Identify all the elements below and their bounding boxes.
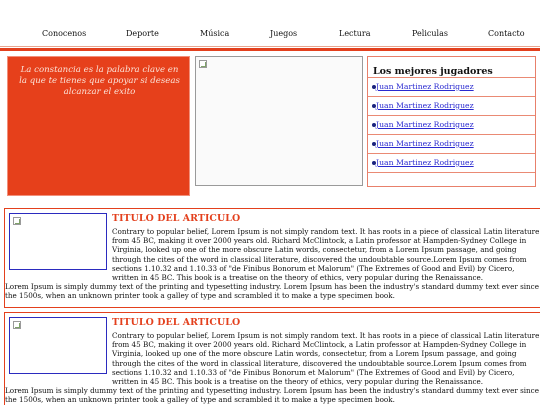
nav-item-peliculas[interactable]: Peliculas (412, 29, 448, 38)
broken-image-icon (13, 217, 21, 225)
player-list-item (368, 77, 535, 96)
player-link[interactable]: Juan Martinez Rodriguez (376, 82, 474, 91)
article-body: Lorem Ipsum is simply dummy text of the printing and typesetting industry. Lorem Ipsum has been the industry's standard dummy text ever since the 1500s, when an unknown printer took a galley of type and scrambled it to make a type specimen book. (5, 386, 539, 405)
nav-item-conocenos[interactable]: Conocenos (42, 29, 87, 38)
best-players-sidebar (367, 56, 536, 187)
player-list-item (368, 153, 535, 172)
featured-image (195, 56, 363, 186)
nav-divider-thin (0, 46, 540, 47)
nav-item-deporte[interactable]: Deporte (126, 29, 159, 38)
hero-quote: La constancia es la palabra clave en la que te tienes que apoyar si deseas alcanzar el exito (19, 65, 180, 97)
broken-image-icon (13, 321, 21, 329)
nav-item-lectura[interactable]: Lectura (339, 29, 371, 38)
hero-quote-panel (7, 56, 190, 196)
broken-image-icon (199, 60, 207, 68)
article-card (4, 312, 540, 405)
player-link[interactable]: Juan Martinez Rodriguez (376, 139, 474, 148)
article-intro: Contrary to popular belief, Lorem Ipsum is not simply random text. It has roots in a piece of classical Latin literature from 45 BC, making it over 2000 years old. Richard McClintock, a Latin professor at Hampden-Sydney College in Virginia, looked up one of the more obscure Latin words, consectetur, from a Lorem Ipsum passage, and going through the cites of the word in classical literature, discovered the undoubtable source.Lorem Ipsum comes from sections 1.10.32 and 1.10.33 of "de Finibus Bonorum et Malorum" (The Extremes of Good and Evil) by Cicero, written in 45 BC. This book is a treatise on the theory of ethics, very popular during the Renaissance. (112, 227, 540, 283)
player-list-item (368, 134, 535, 153)
article-card (4, 208, 540, 308)
nav-item-juegos[interactable]: Juegos (270, 29, 298, 38)
sidebar-bottom-row (368, 172, 535, 186)
article-intro: Contrary to popular belief, Lorem Ipsum is not simply random text. It has roots in a piece of classical Latin literature from 45 BC, making it over 2000 years old. Richard McClintock, a Latin professor at Hampden-Sydney College in Virginia, looked up one of the more obscure Latin words, consectetur, from a Lorem Ipsum passage, and going through the cites of the word in classical literature, discovered the undoubtable source.Lorem Ipsum comes from sections 1.10.32 and 1.10.33 of "de Finibus Bonorum et Malorum" (The Extremes of Good and Evil) by Cicero, written in 45 BC. This book is a treatise on the theory of ethics, very popular during the Renaissance. (112, 331, 540, 387)
article-thumbnail (9, 213, 107, 270)
player-list-item (368, 115, 535, 134)
player-link[interactable]: Juan Martinez Rodriguez (376, 158, 474, 167)
nav-item-contacto[interactable]: Contacto (488, 29, 525, 38)
article-body: Lorem Ipsum is simply dummy text of the printing and typesetting industry. Lorem Ipsum has been the industry's standard dummy text ever since the 1500s, when an unknown printer took a galley of type and scrambled it to make a type specimen book. (5, 282, 539, 301)
article-thumbnail (9, 317, 107, 374)
player-list-item (368, 96, 535, 115)
article-title: TITULO DEL ARTICULO (112, 317, 241, 328)
top-navigation (0, 0, 540, 50)
player-link[interactable]: Juan Martinez Rodriguez (376, 120, 474, 129)
nav-item-musica[interactable]: Música (200, 29, 230, 38)
player-link[interactable]: Juan Martinez Rodriguez (376, 101, 474, 110)
article-title: TITULO DEL ARTICULO (112, 213, 241, 224)
nav-divider-accent (0, 48, 540, 51)
sidebar-title: Los mejores jugadores (373, 66, 493, 77)
